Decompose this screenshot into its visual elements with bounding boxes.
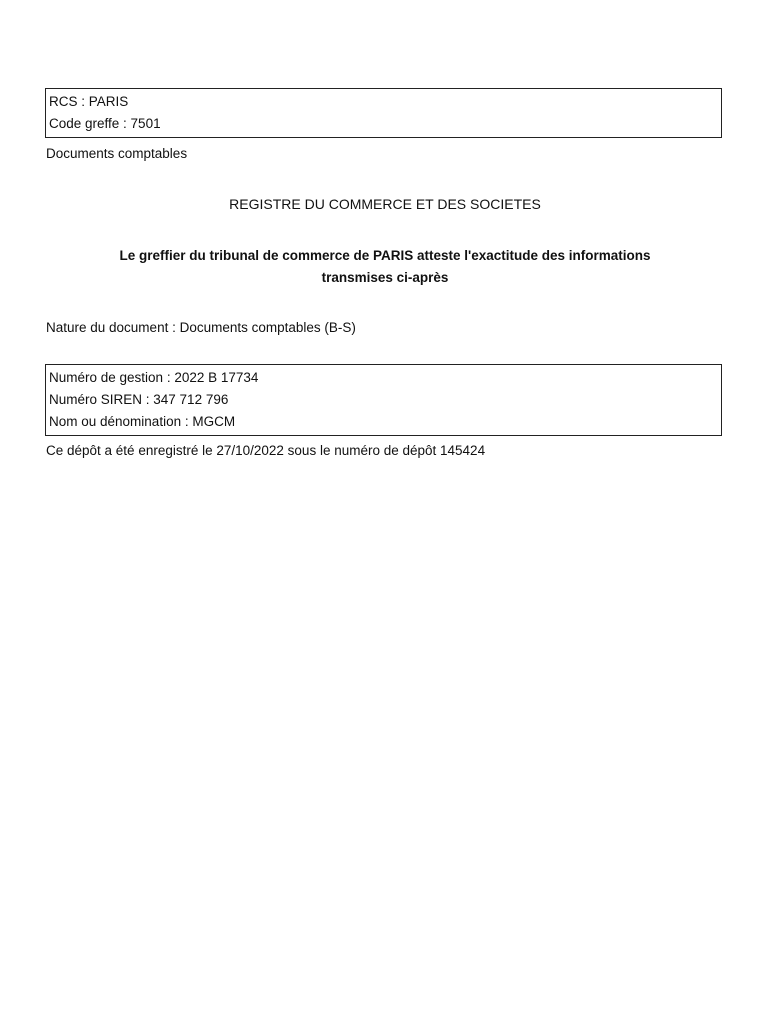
attestation-line-2: transmises ci-après [321,270,449,285]
attestation-line-1: Le greffier du tribunal de commerce de PARIS atteste l'exactitude des informations [119,248,651,263]
rcs-city: RCS : PARIS [49,94,129,109]
company-identity-box [45,364,722,436]
registre-title: REGISTRE DU COMMERCE ET DES SOCIETES [229,196,541,212]
numero-siren: Numéro SIREN : 347 712 796 [49,392,229,407]
documents-comptables-label: Documents comptables [46,146,188,161]
code-greffe: Code greffe : 7501 [49,116,161,131]
attestation-statement [60,245,710,289]
depot-statement: Ce dépôt a été enregistré le 27/10/2022 sous le numéro de dépôt 145424 [46,443,486,458]
rcs-info-box [45,88,722,138]
numero-gestion: Numéro de gestion : 2022 B 17734 [49,370,259,385]
company-denomination: Nom ou dénomination : MGCM [49,414,236,429]
nature-document: Nature du document : Documents comptables (B-S) [46,320,356,335]
